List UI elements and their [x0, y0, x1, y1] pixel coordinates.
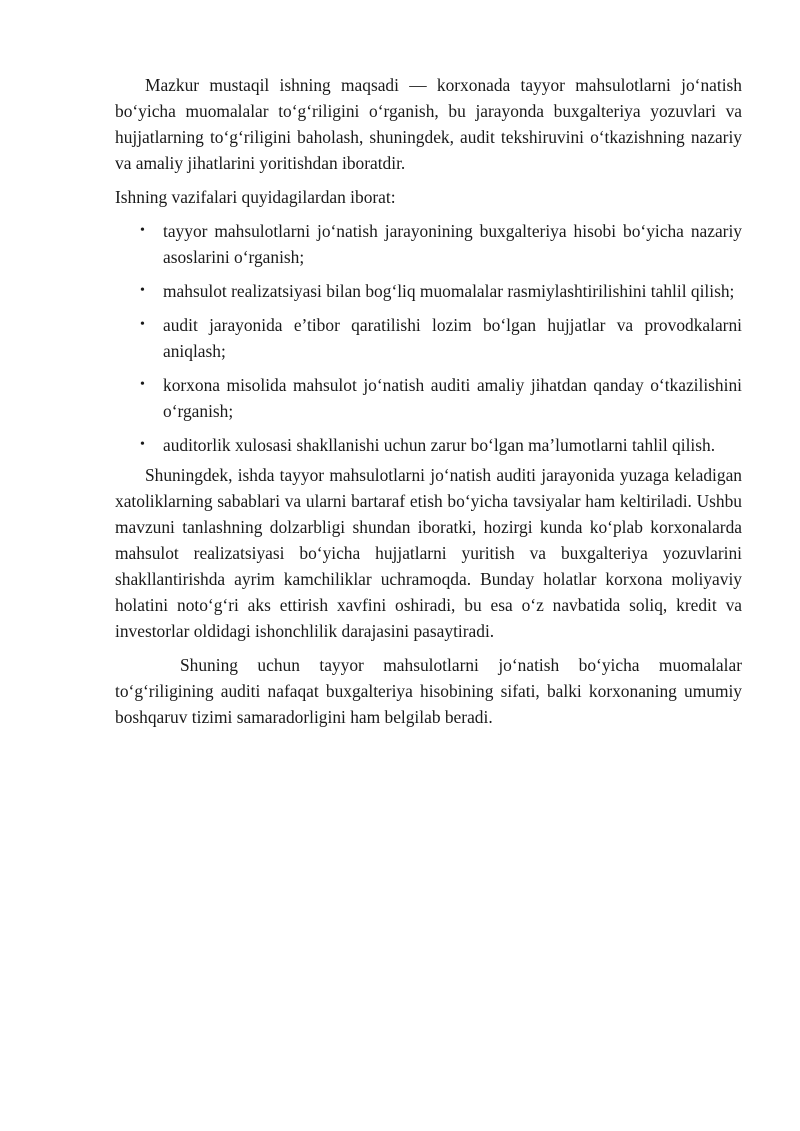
tasks-heading: Ishning vazifalari quyidagilardan iborat:: [115, 187, 396, 207]
body-paragraph-3: Shuning uchun tayyor mahsulotlarni jo‘natish bo‘yicha muomalalar to‘g‘riligining auditi nafaqat buxgalteriya hisobining sifati, balki korxonaning umumiy boshqaruv tizimi samaradorligini ham belgilab beradi.: [115, 655, 742, 727]
bullet-icon: •: [140, 317, 145, 332]
list-item: [115, 312, 742, 364]
list-item-text: korxona misolida mahsulot jo‘natish auditi amaliy jihatdan qanday o‘tkazilishini o‘rganish;: [163, 375, 742, 421]
intro-paragraph: Mazkur mustaqil ishning maqsadi — korxonada tayyor mahsulotlarni jo‘natish bo‘yicha muomalalar to‘g‘riligini o‘rganish, bu jarayonda buxgalteriya yozuvlari va hujjatlarning to‘g‘riligini baholash, shuningdek, audit tekshiruvini o‘tkazishning nazariy va amaliy jihatlarini yoritishdan iboratdir.: [115, 75, 742, 173]
list-item: [115, 278, 742, 304]
bullet-icon: •: [140, 283, 145, 298]
list-item: [115, 218, 742, 270]
bullet-icon: •: [140, 437, 145, 452]
document-page: [115, 72, 742, 730]
body-paragraph-2: Shuningdek, ishda tayyor mahsulotlarni jo‘natish auditi jarayonida yuzaga keladigan xatoliklarning sabablari va ularni bartaraf etish bo‘yicha tavsiyalar ham keltiriladi. Ushbu mavzuni tanlashning dolzarbligi shundan iboratki, hozirgi kunda ko‘plab korxonalarda mahsulot realizatsiyasi bo‘yicha hujjatlarni yuritish va buxgalteriya yozuvlarini shakllantirishda ayrim kamchiliklar uchramoqda. Bunday holatlar korxona moliyaviy holatini noto‘g‘ri aks ettirish xavfini oshiradi, bu esa o‘z navbatida soliq, kredit va investorlar oldidagi ishonchlilik darajasini pasaytiradi.: [115, 465, 742, 641]
list-item-text: tayyor mahsulotlarni jo‘natish jarayonining buxgalteriya hisobi bo‘yicha nazariy asoslarini o‘rganish;: [163, 221, 742, 267]
list-item-text: mahsulot realizatsiyasi bilan bog‘liq muomalalar rasmiylashtirilishini tahlil qilish;: [163, 281, 735, 301]
list-item-text: audit jarayonida e’tibor qaratilishi lozim bo‘lgan hujjatlar va provodkalarni aniqlash;: [163, 315, 742, 361]
list-item: [115, 432, 742, 458]
bullet-icon: •: [140, 223, 145, 238]
list-item: [115, 372, 742, 424]
tasks-list: [115, 218, 742, 458]
bullet-icon: •: [140, 377, 145, 392]
list-item-text: auditorlik xulosasi shakllanishi uchun zarur bo‘lgan ma’lumotlarni tahlil qilish.: [163, 435, 716, 455]
